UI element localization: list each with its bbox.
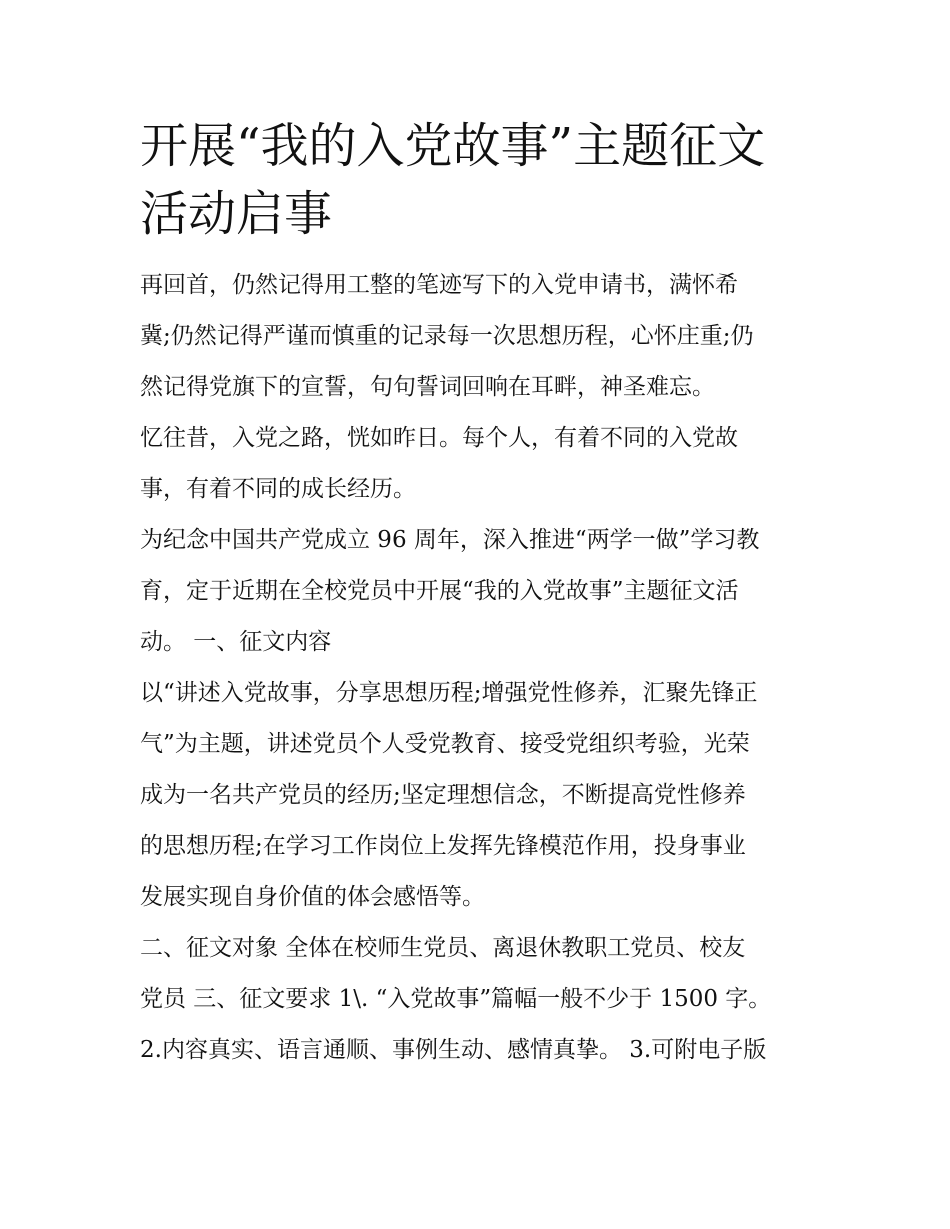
document-title: 开展“我的入党故事”主题征文 活动启事 (140, 118, 766, 242)
paragraph-purpose: 为纪念中国共产党成立 96 周年，深入推进“两学一做”学习教 育，定于近期在全校党员中开展“我的入党故事”主题征文活 动。 一、征文内容 (140, 527, 760, 655)
document-body (140, 112, 808, 1076)
paragraph-intro: 再回首，仍然记得用工整的笔迹写下的入党申请书，满怀希 冀;仍然记得严谨而慎重的记录每一次思想历程，心怀庄重;仍 然记得党旗下的宣誓，句句誓词回响在耳畔，神圣难忘。 (140, 272, 754, 400)
paragraph-requirements: 二、征文对象 全体在校师生党员、离退休教职工党员、校友 党员 三、征文要求 1\. “入党故事”篇幅一般不少于 1500 字。 2.内容真实、语言通顺、事例生动、感情真挚。 3.可附电子版 (140, 935, 772, 1063)
paragraph-recollection: 忆往昔，入党之路，恍如昨日。每个人，有着不同的入党故 事，有着不同的成长经历。 (140, 425, 738, 502)
paragraph-content: 以“讲述入党故事，分享思想历程;增强党性修养，汇聚先锋正 气”为主题，讲述党员个人受党教育、接受党组织考验，光荣 成为一名共产党员的经历;坚定理想信念，不断提高党性修养 的思想历程;在学习工作岗位上发挥先锋模范作用，投身事业 发展实现自身价值的体会感悟等。 (140, 680, 758, 910)
